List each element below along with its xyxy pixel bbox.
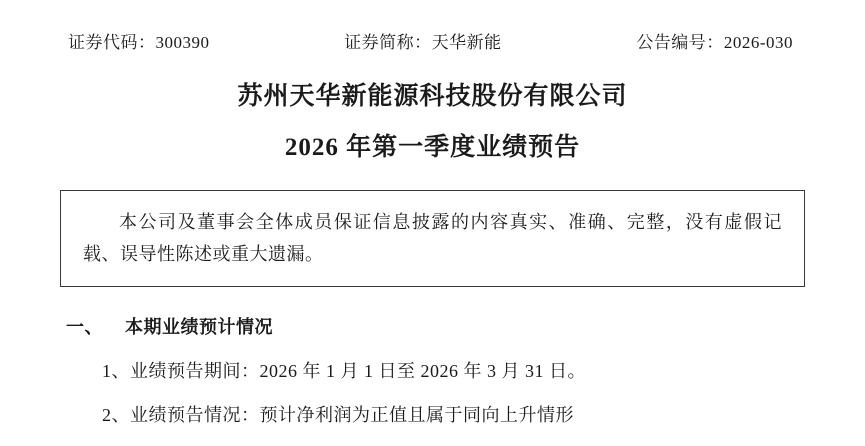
security-code-value: 300390	[155, 33, 210, 52]
security-abbr	[344, 28, 502, 53]
section-number-1: 一、	[66, 317, 103, 337]
security-abbr-label: 证券简称：	[344, 33, 432, 52]
disclosure-statement-box	[60, 190, 805, 287]
title-block	[60, 81, 805, 164]
report-title: 2026 年第一季度业绩预告	[284, 133, 581, 161]
document-header	[60, 0, 805, 53]
security-code	[68, 28, 210, 53]
notice-number	[636, 28, 793, 53]
disclosure-statement-text: 本公司及董事会全体成员保证信息披露的内容真实、准确、完整，没有虚假记载、误导性陈述或重大遗漏。	[83, 212, 782, 264]
security-code-label: 证券代码：	[68, 33, 156, 52]
notice-number-value: 2026-030	[723, 33, 793, 52]
section-heading-1	[60, 313, 805, 339]
company-title: 苏州天华新能源科技股份有限公司	[237, 83, 628, 110]
security-abbr-value: 天华新能	[431, 33, 502, 52]
section-1-item-1: 1、业绩预告期间：2026 年 1 月 1 日至 2026 年 3 月 31 日。	[102, 361, 586, 381]
section-title-1: 本期业绩预计情况	[125, 317, 273, 337]
section-1-item-2: 2、业绩预告情况：预计净利润为正值且属于同向上升情形	[102, 405, 574, 425]
notice-number-label: 公告编号：	[636, 33, 724, 52]
